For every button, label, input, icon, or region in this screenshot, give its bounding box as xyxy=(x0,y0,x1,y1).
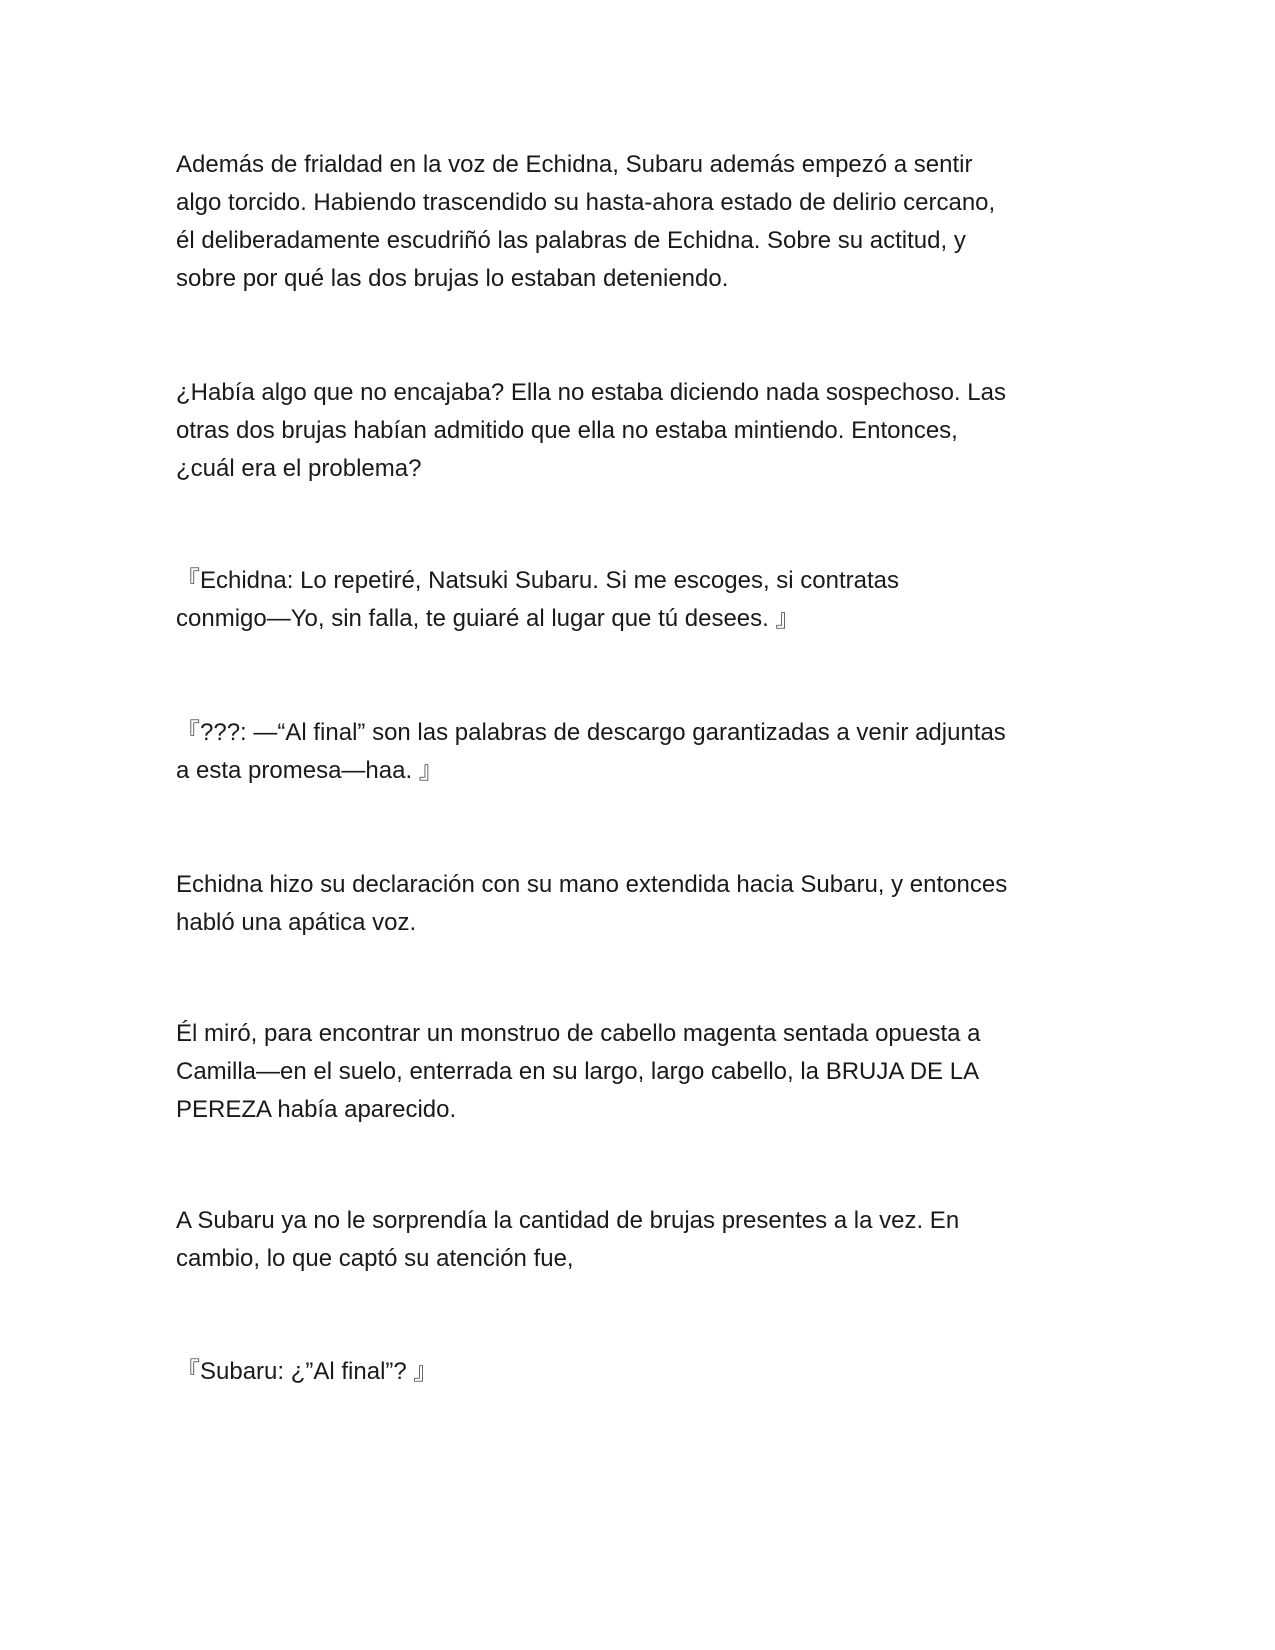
paragraph: A Subaru ya no le sorprendía la cantidad de brujas presentes a la vez. En cambio, lo que captó su atención fue, xyxy=(176,1207,960,1272)
dialogue-paragraph: 『Subaru: ¿”Al final”? 』 xyxy=(176,1358,438,1385)
paragraph: ¿Había algo que no encajaba? Ella no estaba diciendo nada sospechoso. Las otras dos brujas habían admitido que ella no estaba mintiendo. Entonces, ¿cuál era el problema? xyxy=(176,379,1006,482)
dialogue-paragraph: 『Echidna: Lo repetiré, Natsuki Subaru. Si me escoges, si contratas conmigo—Yo, sin falla, te guiaré al lugar que tú desees. 』 xyxy=(176,567,900,632)
paragraph: Además de frialdad en la voz de Echidna, Subaru además empezó a sentir algo torcido. Habiendo trascendido su hasta-ahora estado de delirio cercano, él deliberadamente escudriñó las palabras de Echidna. Sobre su actitud, y sobre por qué las dos brujas lo estaban deteniendo. xyxy=(176,151,996,292)
dialogue-paragraph: 『???: —“Al final” son las palabras de descargo garantizadas a venir adjuntas a esta promesa—haa. 』 xyxy=(176,719,1006,784)
paragraph: Echidna hizo su declaración con su mano extendida hacia Subaru, y entonces habló una apática voz. xyxy=(176,871,1008,936)
paragraph: Él miró, para encontrar un monstruo de cabello magenta sentada opuesta a Camilla—en el suelo, enterrada en su largo, largo cabello, la BRUJA DE LA PEREZA había aparecido. xyxy=(176,1020,981,1123)
